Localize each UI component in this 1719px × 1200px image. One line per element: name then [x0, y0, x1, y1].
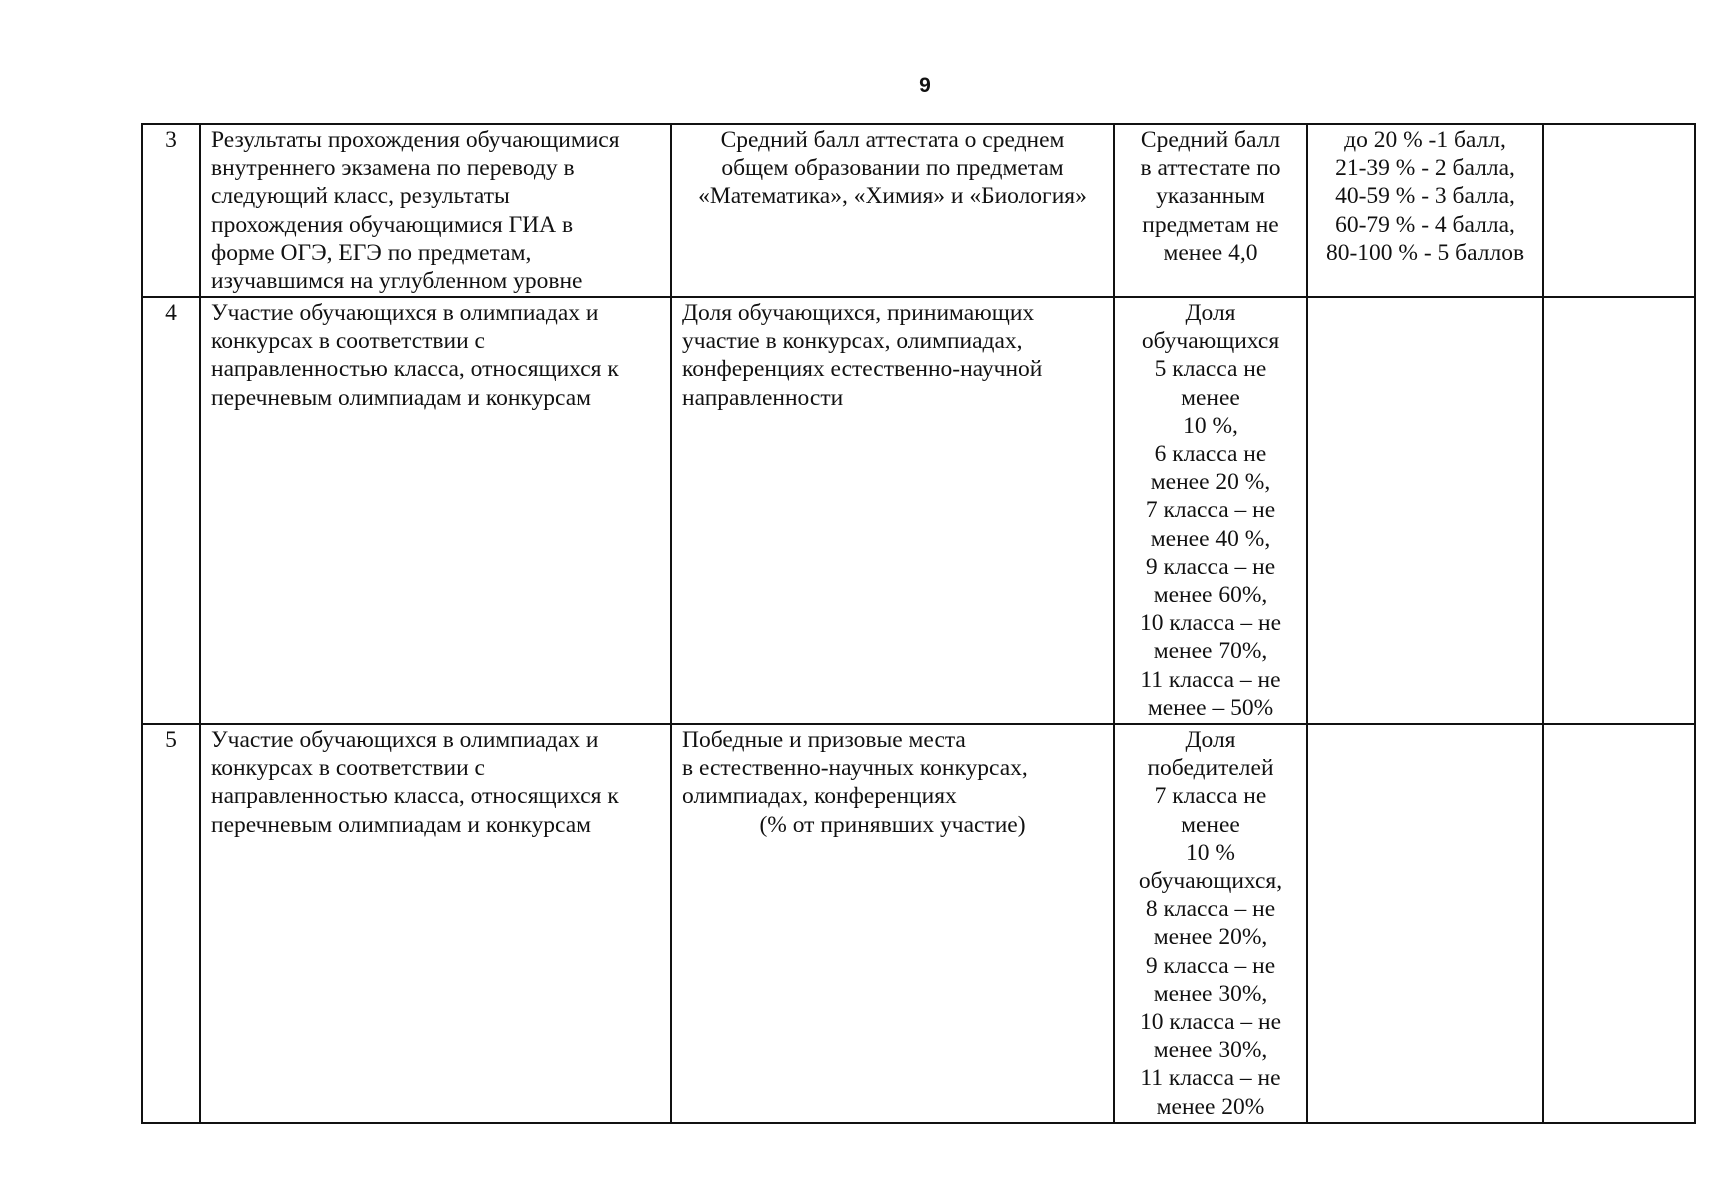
indicator-note: (% от принявших участие) [759, 811, 1026, 838]
row-number-cell: 3 [142, 124, 200, 297]
table-row [142, 297, 1695, 724]
threshold-cell: Средний балл в аттестате по указанным предметам не менее 4,0 [1114, 124, 1307, 297]
indicator-text: Победные и призовые места в естественно-научных конкурсах, олимпиадах, конференциях [682, 727, 1028, 810]
row-number-cell: 4 [142, 297, 200, 724]
table-row [142, 124, 1695, 297]
threshold-cell: Доля обучающихся 5 класса не менее 10 %, 6 класса не менее 20 %, 7 класса – не менее 40 %, 9 класса – не менее 60%, 10 класса – не менее 70%, 11 класса – не менее – 50% [1114, 297, 1307, 724]
scoring-cell: до 20 % -1 балл, 21-39 % - 2 балла, 40-59 % - 3 балла, 60-79 % - 4 балла, 80-100 % - 5 баллов [1307, 124, 1543, 297]
criteria-table [141, 123, 1696, 1124]
note-cell [1543, 297, 1695, 724]
table-row [142, 724, 1695, 1123]
criterion-cell: Участие обучающихся в олимпиадах и конкурсах в соответствии с направленностью класса, относящихся к перечневым олимпиадам и конкурсам [200, 724, 671, 1123]
indicator-cell: Доля обучающихся, принимающих участие в конкурсах, олимпиадах, конференциях естественно-научной направленности [671, 297, 1114, 724]
indicator-cell [671, 724, 1114, 1123]
scoring-cell [1307, 724, 1543, 1123]
threshold-cell: Доля победителей 7 класса не менее 10 % обучающихся, 8 класса – не менее 20%, 9 класса – не менее 30%, 10 класса – не менее 30%, 11 класса – не менее 20% [1114, 724, 1307, 1123]
indicator-cell: Средний балл аттестата о среднем общем образовании по предметам «Математика», «Химия» и «Биология» [671, 124, 1114, 297]
note-cell [1543, 724, 1695, 1123]
criterion-cell: Результаты прохождения обучающимися внутреннего экзамена по переводу в следующий класс, результаты прохождения обучающимися ГИА в форме ОГЭ, ЕГЭ по предметам, изучавшимся на углубленном уровне [200, 124, 671, 297]
scoring-cell [1307, 297, 1543, 724]
page-number: 9 [919, 74, 931, 97]
note-cell [1543, 124, 1695, 297]
row-number-cell: 5 [142, 724, 200, 1123]
criterion-cell: Участие обучающихся в олимпиадах и конкурсах в соответствии с направленностью класса, относящихся к перечневым олимпиадам и конкурсам [200, 297, 671, 724]
